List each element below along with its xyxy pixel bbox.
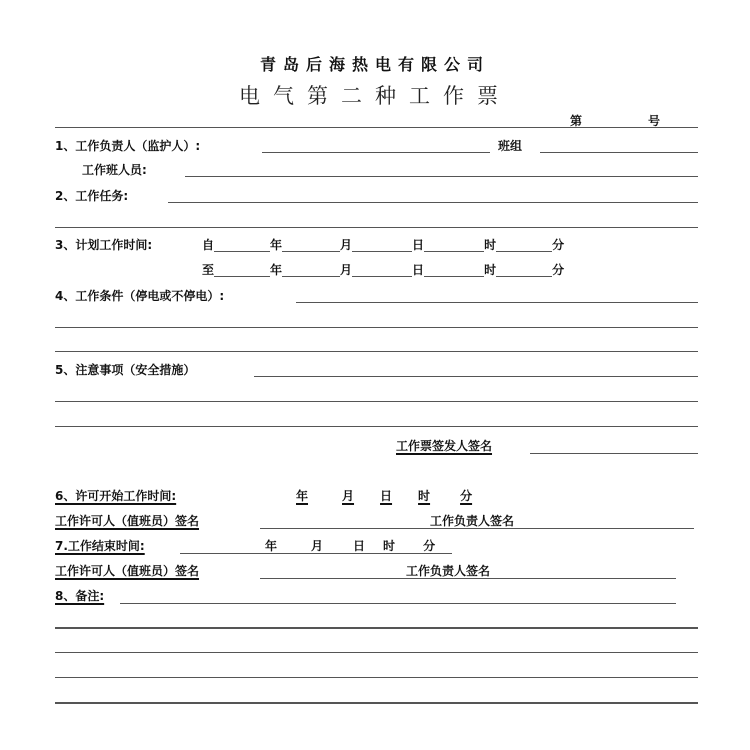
year-unit: 年 <box>265 539 278 553</box>
remarks-field[interactable] <box>120 603 676 604</box>
leader-signature-label-6: 工作负责人签名 <box>430 514 515 528</box>
permitter-signature-field-6[interactable] <box>260 528 694 529</box>
start-day-field[interactable] <box>352 239 412 252</box>
leader-signature-label-7: 工作负责人签名 <box>406 564 491 578</box>
section7-label: 7.工作结束时间: <box>55 539 145 553</box>
safety-measures-line-2[interactable] <box>55 401 698 402</box>
end-day-field[interactable] <box>352 264 412 277</box>
day-unit: 日 <box>412 238 425 252</box>
day-unit: 日 <box>380 489 393 503</box>
safety-measures-field[interactable] <box>254 376 698 377</box>
day-unit: 日 <box>353 539 366 553</box>
end-minute-field[interactable] <box>496 264 552 277</box>
year-unit: 年 <box>270 238 283 252</box>
month-unit: 月 <box>342 489 355 503</box>
section5-label: 5、注意事项（安全措施） <box>55 363 196 377</box>
section6-label: 6、许可开始工作时间: <box>55 489 177 503</box>
planned-end-time <box>202 263 564 277</box>
month-unit: 月 <box>340 238 353 252</box>
company-name: 青岛后海热电有限公司 <box>259 55 490 74</box>
end-time-field[interactable] <box>180 553 452 554</box>
planned-start-time <box>202 238 564 252</box>
ticket-number-field[interactable] <box>588 127 643 128</box>
minute-unit: 分 <box>552 263 565 277</box>
month-unit: 月 <box>340 263 353 277</box>
work-condition-line-3[interactable] <box>55 351 698 352</box>
permitter-signature-label-6: 工作许可人（值班员）签名 <box>55 514 200 528</box>
remarks-line-2[interactable] <box>55 627 698 629</box>
work-condition-field[interactable] <box>296 302 698 303</box>
work-condition-line-2[interactable] <box>55 327 698 328</box>
task-field[interactable] <box>168 202 698 203</box>
remarks-line-4[interactable] <box>55 677 698 678</box>
number-prefix: 第 <box>570 114 583 128</box>
issuer-signature-field[interactable] <box>530 453 698 454</box>
work-leader-field[interactable] <box>262 152 490 153</box>
year-unit: 年 <box>270 263 283 277</box>
section3-label: 3、计划工作时间: <box>55 238 153 252</box>
permitter-signature-label-7: 工作许可人（值班员）签名 <box>55 564 200 578</box>
month-unit: 月 <box>311 539 324 553</box>
end-hour-field[interactable] <box>424 264 484 277</box>
minute-unit: 分 <box>552 238 565 252</box>
hour-unit: 时 <box>383 539 396 553</box>
minute-unit: 分 <box>460 489 473 503</box>
safety-measures-line-3[interactable] <box>55 426 698 427</box>
issuer-signature-label: 工作票签发人签名 <box>396 439 493 453</box>
permitter-signature-field-7[interactable] <box>260 578 676 579</box>
end-year-field[interactable] <box>214 264 270 277</box>
start-hour-field[interactable] <box>424 239 484 252</box>
form-title: 电气第二种工作票 <box>239 84 511 108</box>
start-minute-field[interactable] <box>496 239 552 252</box>
number-suffix: 号 <box>648 114 661 128</box>
members-label: 工作班人员: <box>82 163 147 177</box>
remarks-line-3[interactable] <box>55 652 698 653</box>
members-field[interactable] <box>185 176 698 177</box>
team-field[interactable] <box>540 152 698 153</box>
section4-label: 4、工作条件（停电或不停电）: <box>55 289 225 303</box>
day-unit: 日 <box>412 263 425 277</box>
to-label: 至 <box>202 263 215 277</box>
from-label: 自 <box>202 238 215 252</box>
section2-label: 2、工作任务: <box>55 189 129 203</box>
hour-unit: 时 <box>418 489 431 503</box>
remarks-line-5[interactable] <box>55 702 698 704</box>
end-month-field[interactable] <box>282 264 340 277</box>
hour-unit: 时 <box>484 263 497 277</box>
minute-unit: 分 <box>423 539 436 553</box>
start-month-field[interactable] <box>282 239 340 252</box>
team-label: 班组 <box>498 139 523 153</box>
start-year-field[interactable] <box>214 239 270 252</box>
hour-unit: 时 <box>484 238 497 252</box>
permit-start-time <box>262 489 472 503</box>
work-end-time <box>265 539 435 553</box>
section8-label: 8、备注: <box>55 589 105 603</box>
year-unit: 年 <box>296 489 309 503</box>
section1-label: 1、工作负责人（监护人）: <box>55 139 201 153</box>
task-field-line-2[interactable] <box>55 227 698 228</box>
